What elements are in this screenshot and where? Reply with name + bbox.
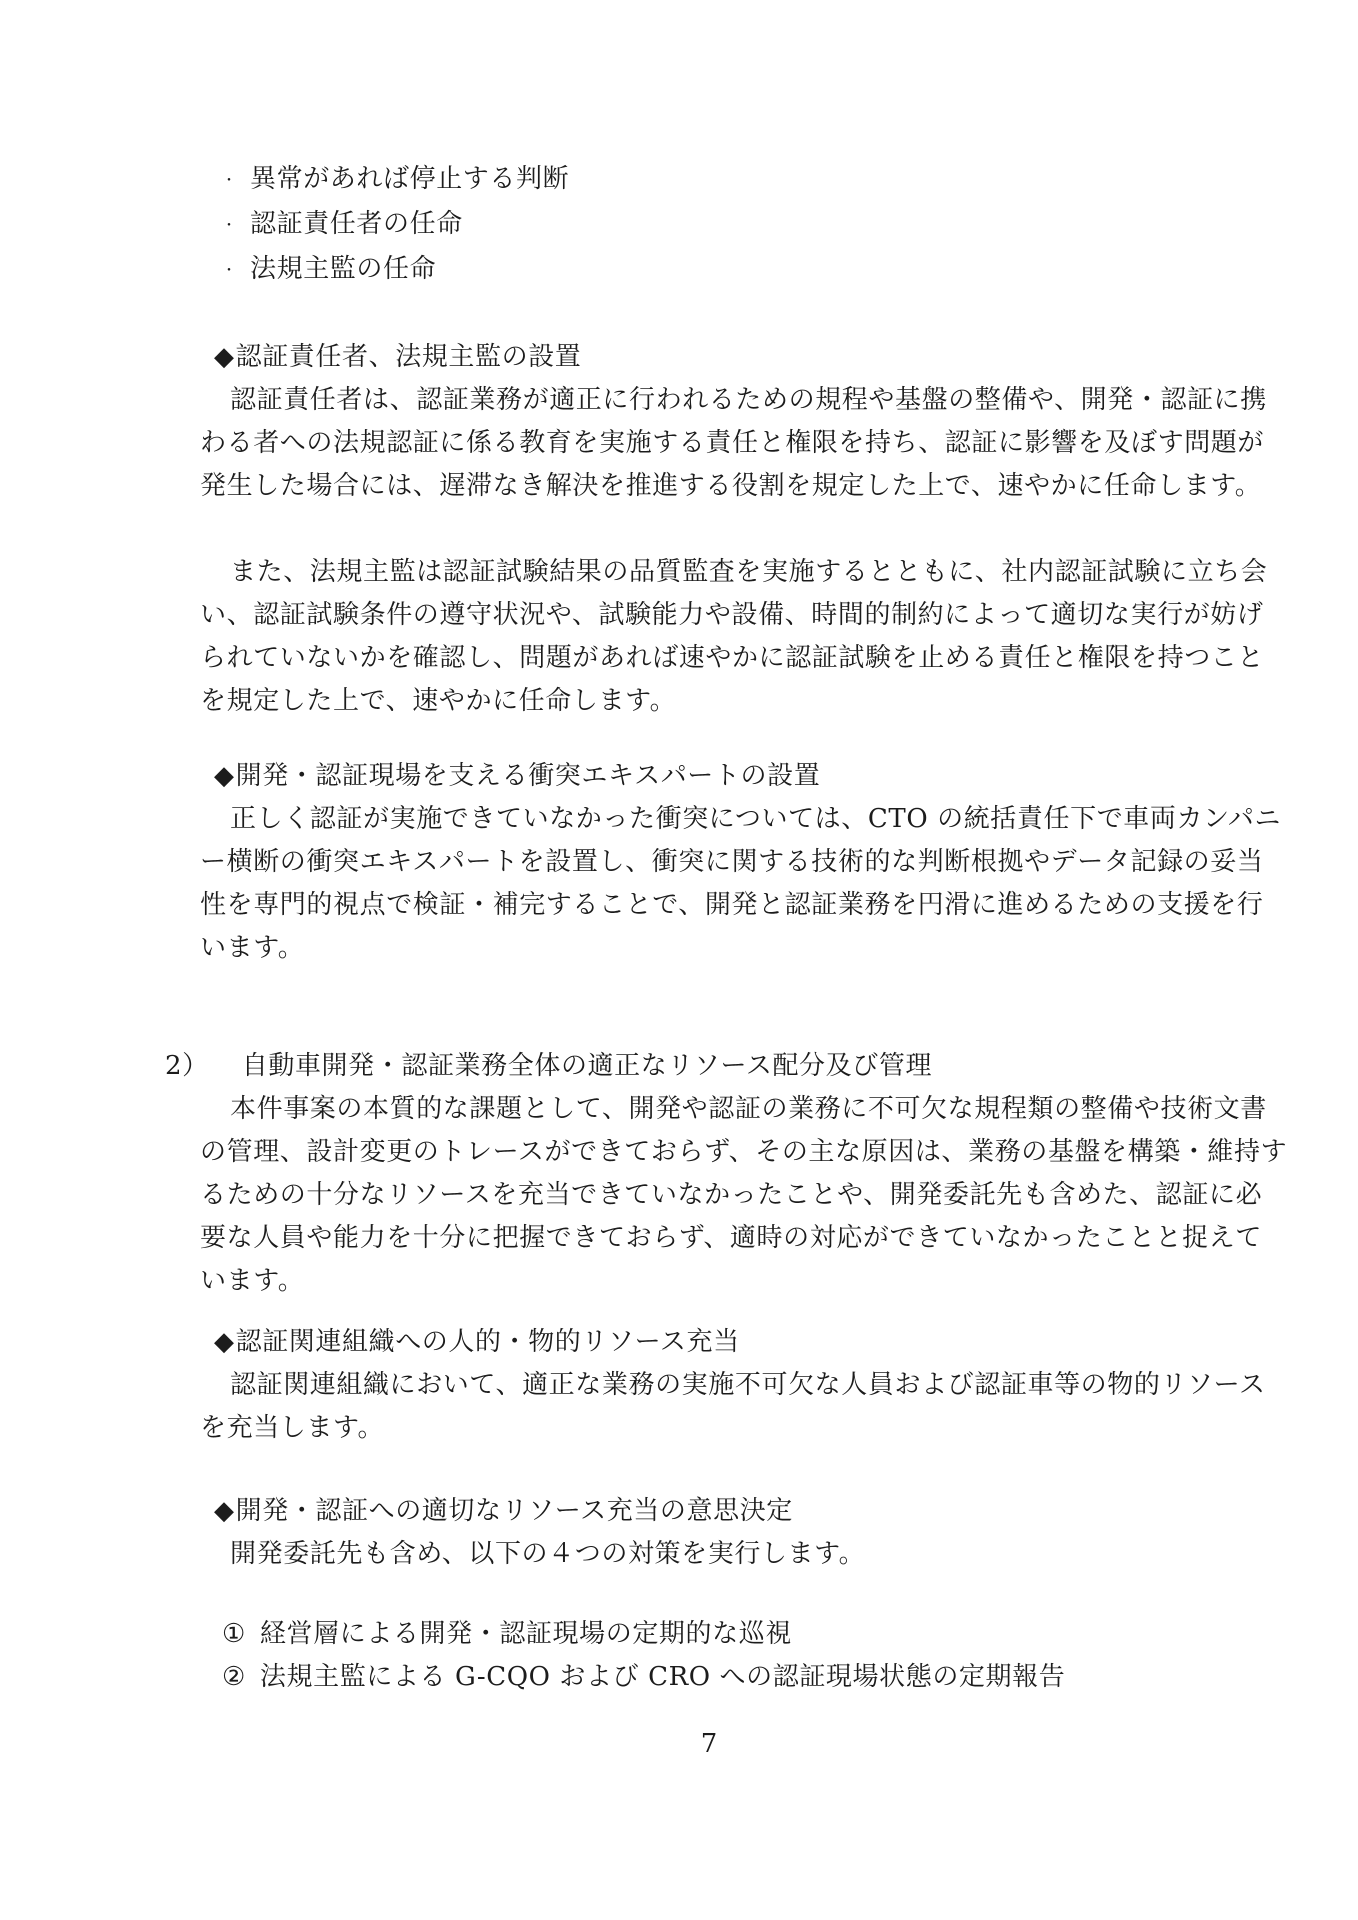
list-item [200, 203, 1218, 248]
diamond-icon: ◆ [214, 342, 235, 372]
section-heading-text: 認証責任者、法規主監の設置 [235, 342, 582, 372]
section-heading-text: 認証関連組織への人的・物的リソース充当 [235, 1327, 740, 1357]
list-item-text: 異常があれば停止する判断 [250, 164, 570, 194]
list-item-text: 認証責任者の任命 [250, 209, 463, 239]
numbered-item [200, 1613, 1218, 1656]
paragraph-line: います。 [200, 1266, 305, 1296]
paragraph [200, 1088, 1288, 1303]
paragraph-line: 認証責任者は、認証業務が適正に行われるための規程や基盤の整備や、開発・認証に携 [230, 385, 1267, 415]
paragraph [200, 379, 1267, 508]
paragraph-line: また、法規主監は認証試験結果の品質監査を実施するとともに、社内認証試験に立ち会 [230, 557, 1268, 587]
paragraph-line: 正しく認証が実施できていなかった衝突については、CTO の統括責任下で車両カンパニ [230, 804, 1282, 834]
paragraph-line: られていないかを確認し、問題があれば速やかに認証試験を止める責任と権限を持つこと [200, 643, 1265, 673]
paragraph-line: を充当します。 [200, 1413, 385, 1443]
paragraph-line: 発生した場合には、遅滞なき解決を推進する役割を規定した上で、速やかに任命します。 [200, 471, 1262, 501]
paragraph-line: い、認証試験条件の遵守状況や、試験能力や設備、時間的制約によって適切な実行が妨げ [200, 600, 1264, 630]
section-heading [200, 1490, 1218, 1533]
section-heading-text: 開発・認証への適切なリソース充当の意思決定 [235, 1496, 793, 1526]
section-heading-text: 開発・認証現場を支える衝突エキスパートの設置 [235, 761, 821, 791]
list-item [200, 248, 1218, 293]
paragraph-line: 認証関連組織において、適正な業務の実施不可欠な人員および認証車等の物的リソース [230, 1370, 1266, 1400]
numbered-section-heading [165, 1045, 1218, 1088]
paragraph [200, 551, 1268, 723]
page-number: 7 [700, 1729, 718, 1759]
section-number: 2） [165, 1051, 209, 1081]
bullet-icon: ・ [222, 263, 237, 279]
list-item-text: 法規主監の任命 [250, 254, 437, 284]
section-heading [200, 1321, 1218, 1364]
bullet-icon: ・ [222, 173, 237, 189]
paragraph-line: 開発委託先も含め、以下の４つの対策を実行します。 [230, 1539, 866, 1569]
section-heading [200, 755, 1218, 798]
paragraph-line: 要な人員や能力を十分に把握できておらず、適時の対応ができていなかったことと捉えて [200, 1223, 1262, 1253]
paragraph-line: わる者への法規認証に係る教育を実施する責任と権限を持ち、認証に影響を及ぼす問題が [200, 428, 1265, 458]
bullet-icon: ・ [222, 218, 237, 234]
numbered-section-title: 自動車開発・認証業務全体の適正なリソース配分及び管理 [241, 1051, 933, 1081]
paragraph-line: ー横断の衝突エキスパートを設置し、衝突に関する技術的な判断根拠やデータ記録の妥当 [200, 847, 1264, 877]
numbered-item-list [200, 1613, 1218, 1699]
numbered-item-text: 法規主監による G-CQO および CRO への認証現場状態の定期報告 [259, 1662, 1066, 1692]
paragraph-line: の管理、設計変更のトレースができておらず、その主な原因は、業務の基盤を構築・維持す [200, 1137, 1288, 1167]
paragraph-line: を規定した上で、速やかに任命します。 [200, 686, 677, 716]
paragraph-line: るための十分なリソースを充当できていなかったことや、開発委託先も含めた、認証に必 [200, 1180, 1263, 1210]
paragraph [200, 1533, 1218, 1576]
circled-number-icon: ② [222, 1662, 246, 1692]
circled-number-icon: ① [222, 1619, 246, 1649]
diamond-icon: ◆ [214, 1327, 235, 1357]
paragraph-line: 性を専門的視点で検証・補完することで、開発と認証業務を円滑に進めるための支援を行 [200, 890, 1264, 920]
paragraph-line: います。 [200, 933, 305, 963]
section-heading [200, 336, 1218, 379]
paragraph [200, 1364, 1266, 1450]
paragraph-line: 本件事案の本質的な課題として、開発や認証の業務に不可欠な規程類の整備や技術文書 [230, 1094, 1267, 1124]
numbered-item [200, 1656, 1218, 1699]
bullet-list [200, 158, 1218, 293]
diamond-icon: ◆ [214, 1496, 235, 1526]
diamond-icon: ◆ [214, 761, 235, 791]
list-item [200, 158, 1218, 203]
paragraph [200, 798, 1282, 970]
numbered-item-text: 経営層による開発・認証現場の定期的な巡視 [259, 1619, 792, 1649]
